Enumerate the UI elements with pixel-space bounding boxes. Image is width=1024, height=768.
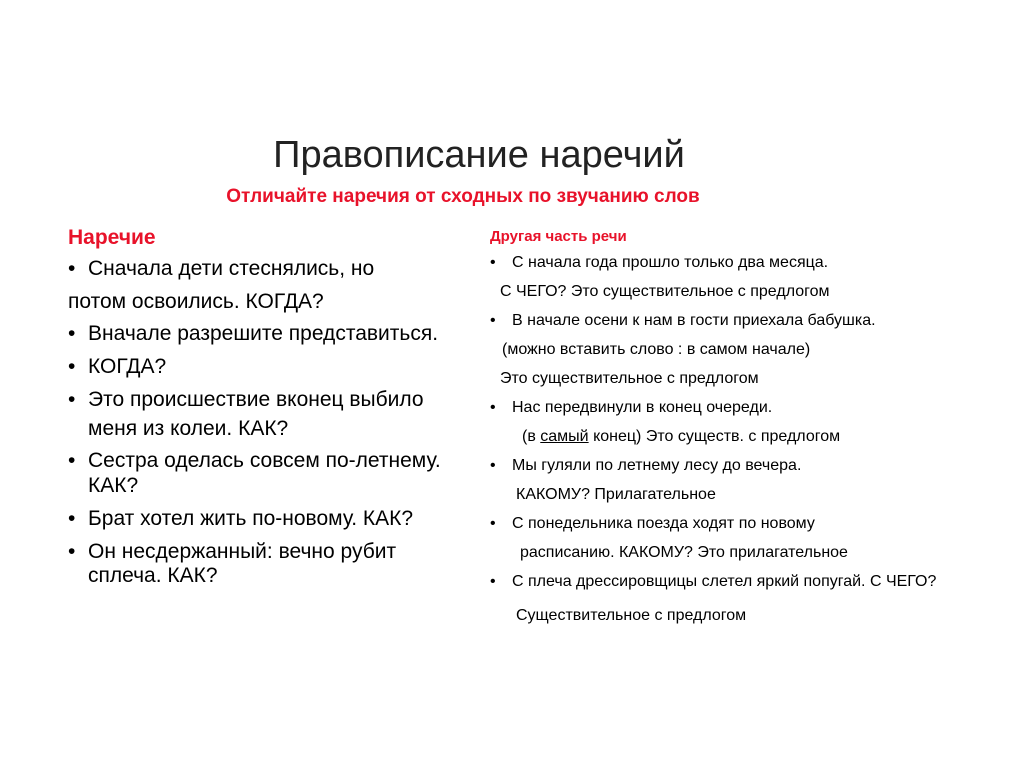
bullet-icon: • <box>490 253 496 271</box>
bullet-icon: • <box>68 355 76 379</box>
left-line: потом освоились. КОГДА? <box>68 289 324 313</box>
left-item-text: Брат хотел жить по-новому. КАК? <box>88 506 414 530</box>
bullet-icon: • <box>68 322 76 346</box>
bullet-icon: • <box>68 539 76 563</box>
right-line-part: (в <box>522 427 541 445</box>
left-item-text: КОГДА? <box>88 355 167 379</box>
right-line <box>490 427 980 447</box>
bullet-icon: • <box>490 456 496 474</box>
bullet-icon: • <box>490 398 496 416</box>
right-line: КАКОМУ? Прилагательное <box>516 485 716 503</box>
right-item <box>490 311 980 331</box>
left-column <box>68 226 468 597</box>
left-item-text: Вначале разрешите представиться. <box>88 322 439 346</box>
bullet-icon: • <box>490 311 496 329</box>
right-item-text: Мы гуляли по летнему лесу до вечера. <box>512 456 802 474</box>
bullet-icon: • <box>68 449 76 473</box>
bullet-icon: • <box>68 387 76 411</box>
left-heading: Наречие <box>68 226 156 249</box>
right-item-text: С плеча дрессировщицы слетел яркий попугай. С ЧЕГО? <box>512 572 937 590</box>
right-line: расписанию. КАКОМУ? Это прилагательное <box>520 543 848 561</box>
right-item-text: Нас передвинули в конец очереди. <box>512 398 773 416</box>
right-line: (можно вставить слово : в самом начале) <box>502 340 811 358</box>
bullet-icon: • <box>68 256 76 280</box>
right-item <box>490 514 980 534</box>
left-item-text: Это происшествие вконец выбило <box>88 387 424 411</box>
right-item-text: С понедельника поезда ходят по новому <box>512 514 815 532</box>
right-line: С ЧЕГО? Это существительное с предлогом <box>500 282 830 300</box>
left-item <box>68 388 468 413</box>
left-item-text: Сначала дети стеснялись, но <box>88 256 375 280</box>
right-line-part: конец) Это существ. с предлогом <box>588 427 841 445</box>
bullet-icon: • <box>490 514 496 532</box>
slide-subtitle: Отличайте наречия от сходных по звучанию слов <box>226 186 700 207</box>
left-item <box>68 322 468 347</box>
right-heading: Другая часть речи <box>490 228 627 245</box>
right-item <box>490 456 980 476</box>
bullet-icon: • <box>68 506 76 530</box>
left-item <box>68 257 468 282</box>
right-item-text: С начала года прошло только два месяца. <box>512 253 829 271</box>
right-item-text: В начале осени к нам в гости приехала бабушка. <box>512 311 876 329</box>
left-item-text: Сестра оделась совсем по-летнему. КАК? <box>88 449 441 498</box>
slide-title: Правописание наречий <box>273 134 685 176</box>
left-item <box>68 449 468 499</box>
left-item-text: Он несдержанный: вечно рубит сплеча. КАК? <box>88 539 397 588</box>
underlined-word: самый <box>540 427 589 445</box>
left-item <box>68 540 468 590</box>
left-item <box>68 507 468 532</box>
right-line: Это существительное с предлогом <box>500 369 759 387</box>
bullet-icon: • <box>490 572 496 590</box>
right-item <box>490 572 980 592</box>
left-line-indent: меня из колеи. КАК? <box>88 416 289 440</box>
right-column <box>490 228 980 635</box>
right-item <box>490 253 980 273</box>
left-item <box>68 355 468 380</box>
right-line: Существительное с предлогом <box>516 606 747 624</box>
right-item <box>490 398 980 418</box>
